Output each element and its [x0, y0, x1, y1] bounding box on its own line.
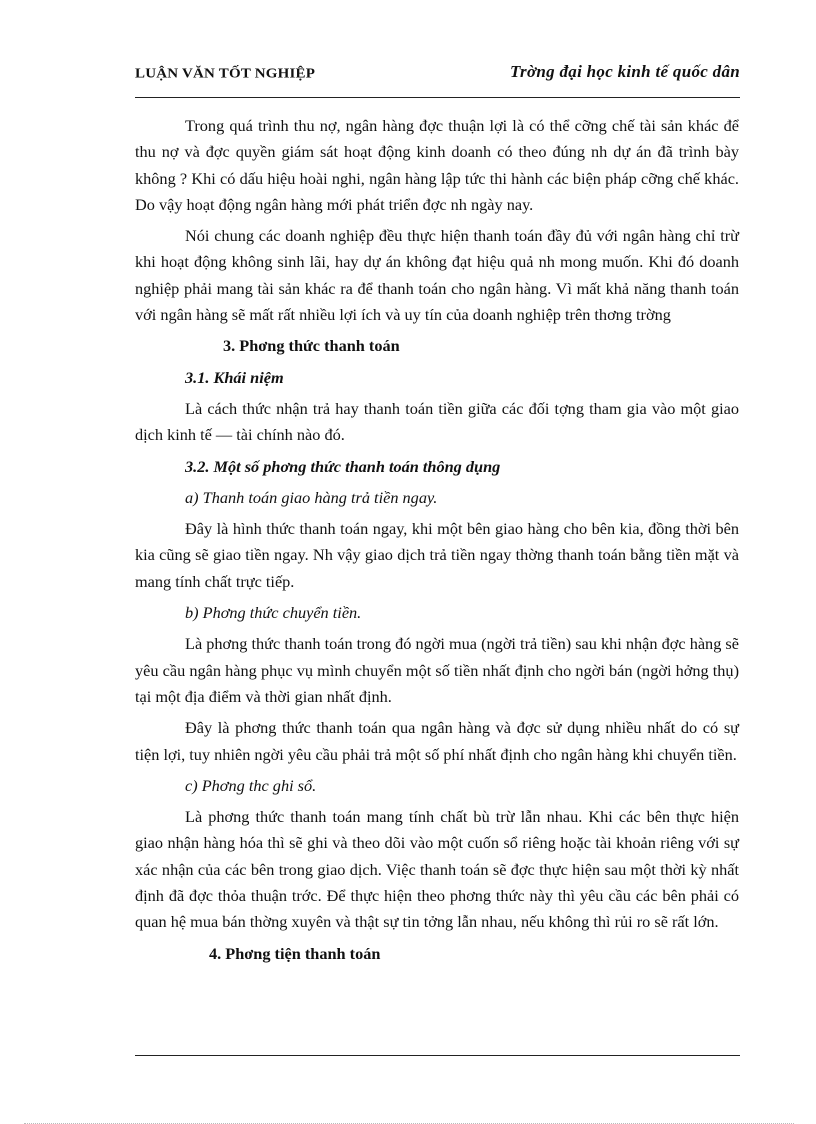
paragraph-payment-obligation: Nói chung các doanh nghiệp đều thực hiện thanh toán đầy đủ với ngân hàng chỉ trừ khi hoạt động không sinh lãi, hay dự án không đạt hiệu quả nh mong muốn. Khi đó doanh nghiệp phải mang tài sản khác ra để thanh toán cho ngân hàng. Vì mất khả năng thanh toán với ngân hàng sẽ mất rất nhiều lợi ích và uy tín của doanh nghiệp trên thơng trờng [135, 226, 739, 325]
heading-item-c: c) Phơng thc ghi sổ. [185, 775, 317, 795]
paragraph-definition: Là cách thức nhận trả hay thanh toán tiền giữa các đối tợng tham gia vào một giao dịch kinh tế — tài chính nào đó. [135, 398, 739, 445]
paragraph-open-account: Là phơng thức thanh toán mang tính chất bù trừ lẫn nhau. Khi các bên thực hiện giao nhận hàng hóa thì sẽ ghi và theo dõi vào một cuốn sổ riêng hoặc tài khoản riêng với sự xác nhận của các bên trong giao dịch. Việc thanh toán sẽ đợc thực hiện sau một thời kỳ nhất định đã đợc thỏa thuận trớc. Để thực hiện theo phơng thức này thì yêu cầu các bên phải có quan hệ mua bán thờng xuyên và thật sự tin tởng lẫn nhau, nếu không thì rủi ro sẽ rất lớn. [135, 807, 739, 932]
paragraph-transfer-usage: Đây là phơng thức thanh toán qua ngân hàng và đợc sử dụng nhiều nhất do có sự tiện lợi, tuy nhiên ngời yêu cầu phải trả một số phí nhất định cho ngân hàng khi chuyển tiền. [135, 718, 739, 764]
heading-item-a: a) Thanh toán giao hàng trả tiền ngay. [185, 487, 438, 507]
heading-section-3-1: 3.1. Khái niệm [185, 367, 284, 387]
paragraph-cash-on-delivery: Đây là hình thức thanh toán ngay, khi một bên giao hàng cho bên kia, đồng thời bên kia cũng sẽ giao tiền ngay. Nh vậy giao dịch trả tiền ngay thờng thanh toán bằng tiền mặt và mang tính chất trực tiếp. [135, 519, 739, 591]
heading-section-4: 4. Phơng tiện thanh toán [209, 943, 381, 963]
header-university-name: Trờng đại học kinh tế quốc dân [509, 62, 740, 81]
heading-section-3-2: 3.2. Một số phơng thức thanh toán thông dụng [185, 456, 501, 476]
paragraph-debt-collection: Trong quá trình thu nợ, ngân hàng đợc thuận lợi là có thể cỡng chế tài sản khác để thu nợ và đợc quyền giám sát hoạt động kinh doanh có theo đúng nh dự án đã trình bày không ? Khi có dấu hiệu hoài nghi, ngân hàng lập tức thi hành các biện pháp cỡng chế khác. Do vậy hoạt động ngân hàng mới phát triển đợc nh ngày nay. [135, 116, 739, 214]
document-body [135, 113, 739, 972]
heading-item-b: b) Phơng thức chuyển tiền. [185, 603, 362, 623]
paragraph-transfer-definition: Là phơng thức thanh toán trong đó ngời mua (ngời trả tiền) sau khi nhận đợc hàng sẽ yêu cầu ngân hàng phục vụ mình chuyển một số tiền nhất định cho ngời bán (ngời hởng thụ) tại một địa điểm và thời gian nhất định. [135, 634, 739, 706]
header-thesis-title: LUẬN VĂN TỐT NGHIỆP [135, 66, 316, 82]
footer-divider [135, 1055, 740, 1056]
heading-section-3: 3. Phơng thức thanh toán [223, 336, 400, 356]
header-divider [135, 97, 740, 98]
